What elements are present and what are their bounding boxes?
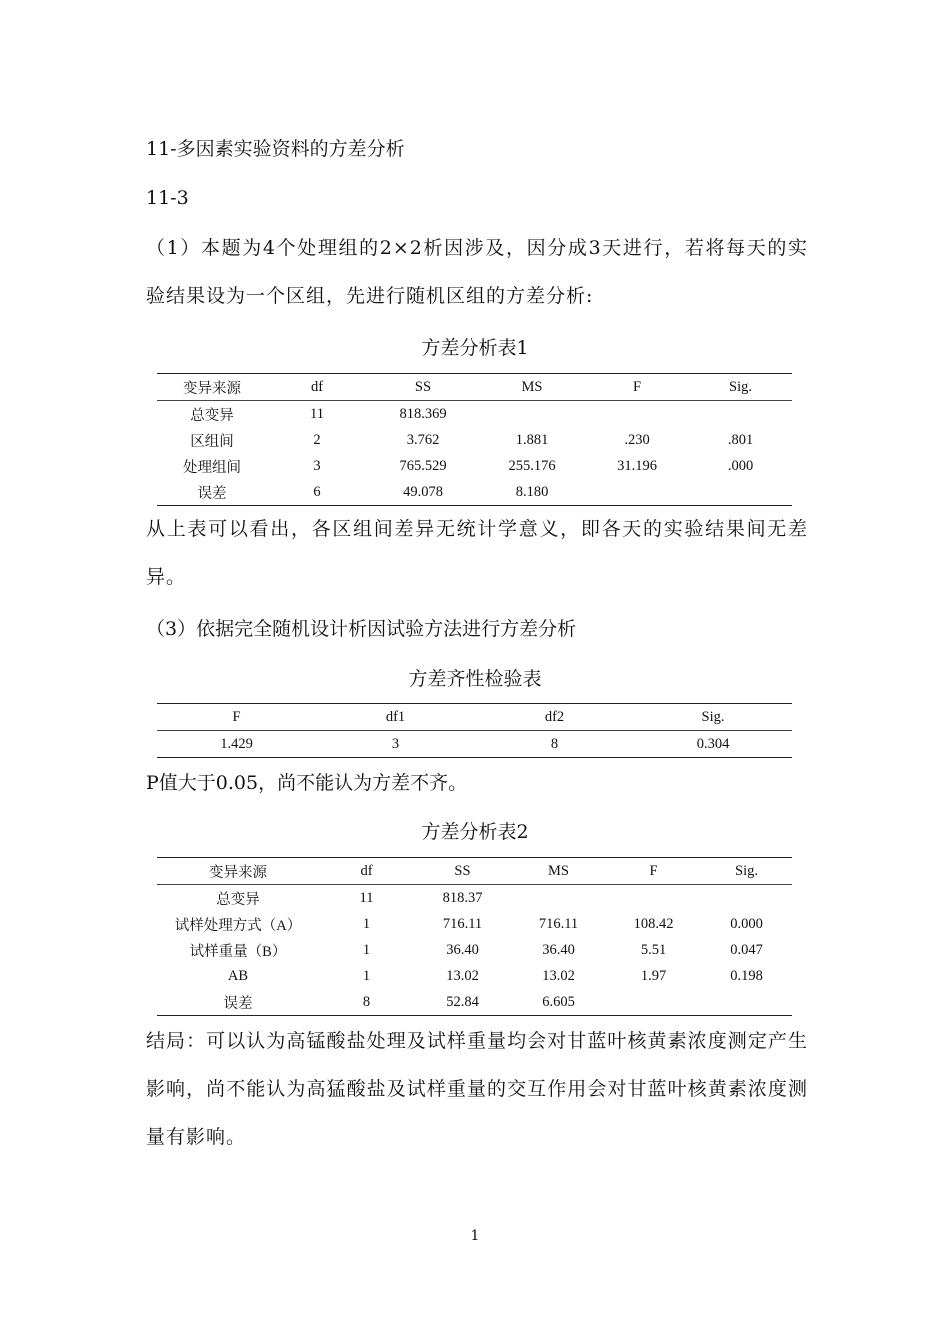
- cell: [701, 989, 792, 1016]
- problem-number: 11-3: [146, 187, 189, 209]
- table-row: [157, 427, 792, 453]
- header-cell: F: [157, 704, 316, 731]
- cell: 8: [319, 989, 414, 1016]
- cell: 255.176: [508, 457, 556, 474]
- anova-table-2: [157, 857, 792, 1016]
- cell: [585, 401, 689, 428]
- cell: 716.11: [442, 915, 483, 932]
- cell: [606, 885, 701, 912]
- cell: AB: [227, 967, 249, 984]
- cell: [689, 401, 792, 428]
- table-row: [157, 479, 792, 506]
- cell: 716.11: [538, 915, 579, 932]
- cell: .801: [727, 431, 754, 448]
- cell: 36.40: [542, 941, 575, 958]
- anova-table-1: [157, 373, 792, 506]
- header-cell: 变异来源: [157, 858, 319, 885]
- cell: 36.40: [446, 941, 479, 958]
- cell: 试样重量（B）: [189, 943, 287, 960]
- table-row: [157, 401, 792, 428]
- cell: [701, 885, 792, 912]
- cell: 13.02: [542, 967, 575, 984]
- header-cell: Sig.: [689, 374, 792, 401]
- cell: [689, 479, 792, 506]
- cell: 765.529: [399, 457, 447, 474]
- cell: 3: [313, 457, 321, 474]
- header-cell: F: [606, 858, 701, 885]
- conclusion-paragraph-1: 从上表可以看出，各区组间差异无统计学意义，即各天的实验结果间无差异。: [146, 518, 808, 588]
- table-row: [157, 937, 792, 963]
- header-cell: 变异来源: [157, 374, 267, 401]
- table2-caption: 方差齐性检验表: [408, 668, 542, 690]
- cell: 0.304: [634, 731, 792, 758]
- cell: 0.047: [730, 941, 763, 958]
- p-value-note: P值大于0.05，尚不能认为方差不齐。: [146, 772, 468, 794]
- header-cell: SS: [414, 858, 511, 885]
- table-row: [157, 731, 792, 758]
- header-cell: df2: [475, 704, 634, 731]
- cell: [479, 401, 585, 428]
- cell: 总变异: [190, 407, 234, 424]
- cell: 1.881: [515, 431, 549, 448]
- cell: 5.51: [640, 941, 667, 958]
- part3-heading: （3）依据完全随机设计析因试验方法进行方差分析: [146, 618, 577, 640]
- cell: 试样处理方式（A）: [174, 917, 302, 934]
- cell: 1.97: [640, 967, 667, 984]
- cell: 6: [267, 479, 367, 506]
- cell: [585, 479, 689, 506]
- intro-paragraph: （1）本题为4个处理组的2×2析因涉及，因分成3天进行，若将每天的实验结果设为一个区组，先进行随机区组的方差分析:: [146, 237, 808, 307]
- cell: 3.762: [406, 431, 440, 448]
- table-row: [157, 453, 792, 479]
- cell: 3: [316, 731, 475, 758]
- header-cell: SS: [367, 374, 479, 401]
- section-heading: 11-多因素实验资料的方差分析: [146, 138, 405, 160]
- header-cell: Sig.: [634, 704, 792, 731]
- header-cell: F: [585, 374, 689, 401]
- cell: 误差: [157, 989, 319, 1016]
- cell: [511, 885, 606, 912]
- cell: 31.196: [617, 457, 657, 474]
- cell: 总变异: [216, 891, 260, 908]
- final-conclusion: 结局：可以认为高锰酸盐处理及试样重量均会对甘蓝叶核黄素浓度测定产生影响，尚不能认为高猛酸盐及试样重量的交互作用会对甘蓝叶核黄素浓度测量有影响。: [146, 1030, 808, 1148]
- table-header-row: [157, 374, 792, 401]
- cell: [606, 989, 701, 1016]
- cell: 0.198: [730, 967, 763, 984]
- cell: 818.37: [442, 889, 483, 906]
- cell: 49.078: [367, 479, 479, 506]
- table-row: [157, 911, 792, 937]
- header-cell: df: [267, 374, 367, 401]
- table-row: [157, 989, 792, 1016]
- table-header-row: [157, 858, 792, 885]
- header-cell: MS: [479, 374, 585, 401]
- table-row: [157, 963, 792, 989]
- header-cell: Sig.: [701, 858, 792, 885]
- table-header-row: [157, 704, 792, 731]
- cell: 区组间: [190, 433, 234, 450]
- cell: 1: [362, 967, 371, 984]
- header-cell: df: [319, 858, 414, 885]
- cell: 2: [313, 431, 321, 448]
- cell: 52.84: [414, 989, 511, 1016]
- table-row: [157, 885, 792, 912]
- table1-caption: 方差分析表1: [421, 337, 529, 359]
- cell: .230: [624, 431, 650, 448]
- page-number: 1: [470, 1228, 480, 1244]
- cell: 误差: [157, 479, 267, 506]
- cell: 13.02: [446, 967, 479, 984]
- cell: 11: [310, 405, 324, 422]
- cell: 1: [362, 941, 371, 958]
- header-cell: df1: [316, 704, 475, 731]
- header-cell: MS: [511, 858, 606, 885]
- cell: 处理组间: [183, 459, 241, 476]
- cell: 8.180: [479, 479, 585, 506]
- cell: 8: [475, 731, 634, 758]
- cell: 1: [362, 915, 371, 932]
- cell: 0.000: [730, 915, 763, 932]
- variance-homogeneity-table: [157, 703, 792, 758]
- cell: 1.429: [157, 731, 316, 758]
- cell: 6.605: [511, 989, 606, 1016]
- table3-caption: 方差分析表2: [421, 821, 529, 843]
- cell: .000: [727, 457, 754, 474]
- cell: 11: [359, 889, 374, 906]
- cell: 818.369: [399, 405, 447, 422]
- cell: 108.42: [633, 915, 674, 932]
